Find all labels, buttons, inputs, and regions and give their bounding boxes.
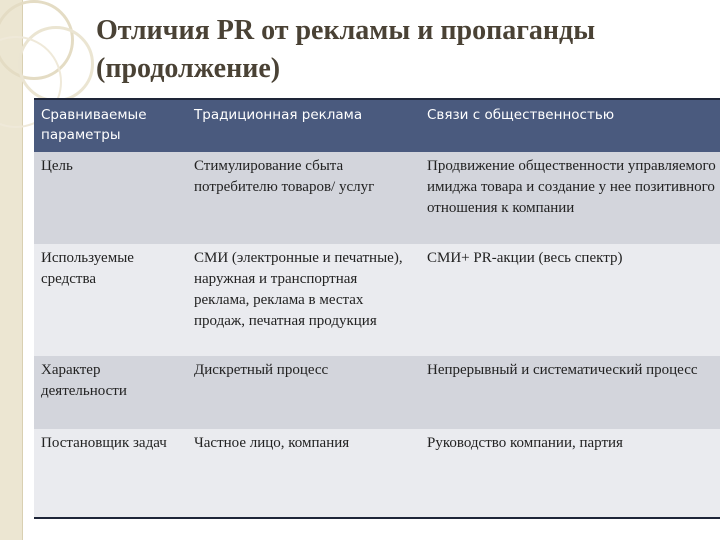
header-traditional-advertising: Традиционная реклама — [194, 107, 363, 123]
table-cell: Стимулирование сбыта потребителю товаров/ услуг — [194, 158, 375, 195]
comparison-table — [34, 98, 720, 519]
table-cell: Дискретный процесс — [194, 362, 329, 378]
table-cell: Продвижение общественности управляемого имиджа товара и создание у нее позитивного отношения к компании — [427, 158, 716, 216]
header-parameters: Сравниваемые параметры — [41, 107, 147, 143]
table-cell: Непрерывный и систематический процесс — [427, 362, 698, 378]
table-row — [34, 356, 720, 429]
slide-title-line-1: Отличия PR от рекламы и пропаганды — [96, 15, 596, 46]
header-public-relations: Связи с общественностью — [427, 107, 615, 123]
table-row — [34, 429, 720, 518]
table-row — [34, 152, 720, 244]
table-cell: СМИ (электронные и печатные), наружная и транспортная реклама, реклама в местах продаж, печатная продукция — [194, 250, 403, 329]
table-cell: Используемые средства — [41, 250, 134, 287]
table-cell: Цель — [41, 158, 73, 174]
slide-title-line-2: (продолжение) — [96, 53, 281, 84]
table-cell: Частное лицо, компания — [194, 435, 350, 451]
slide-title — [96, 12, 706, 88]
table-cell: Руководство компании, партия — [427, 435, 623, 451]
table-cell: Постановщик задач — [41, 435, 167, 451]
table-row — [34, 244, 720, 356]
table-header-row — [34, 99, 720, 152]
table-cell: Характер деятельности — [41, 362, 127, 399]
table-cell: СМИ+ PR-акции (весь спектр) — [427, 250, 623, 266]
